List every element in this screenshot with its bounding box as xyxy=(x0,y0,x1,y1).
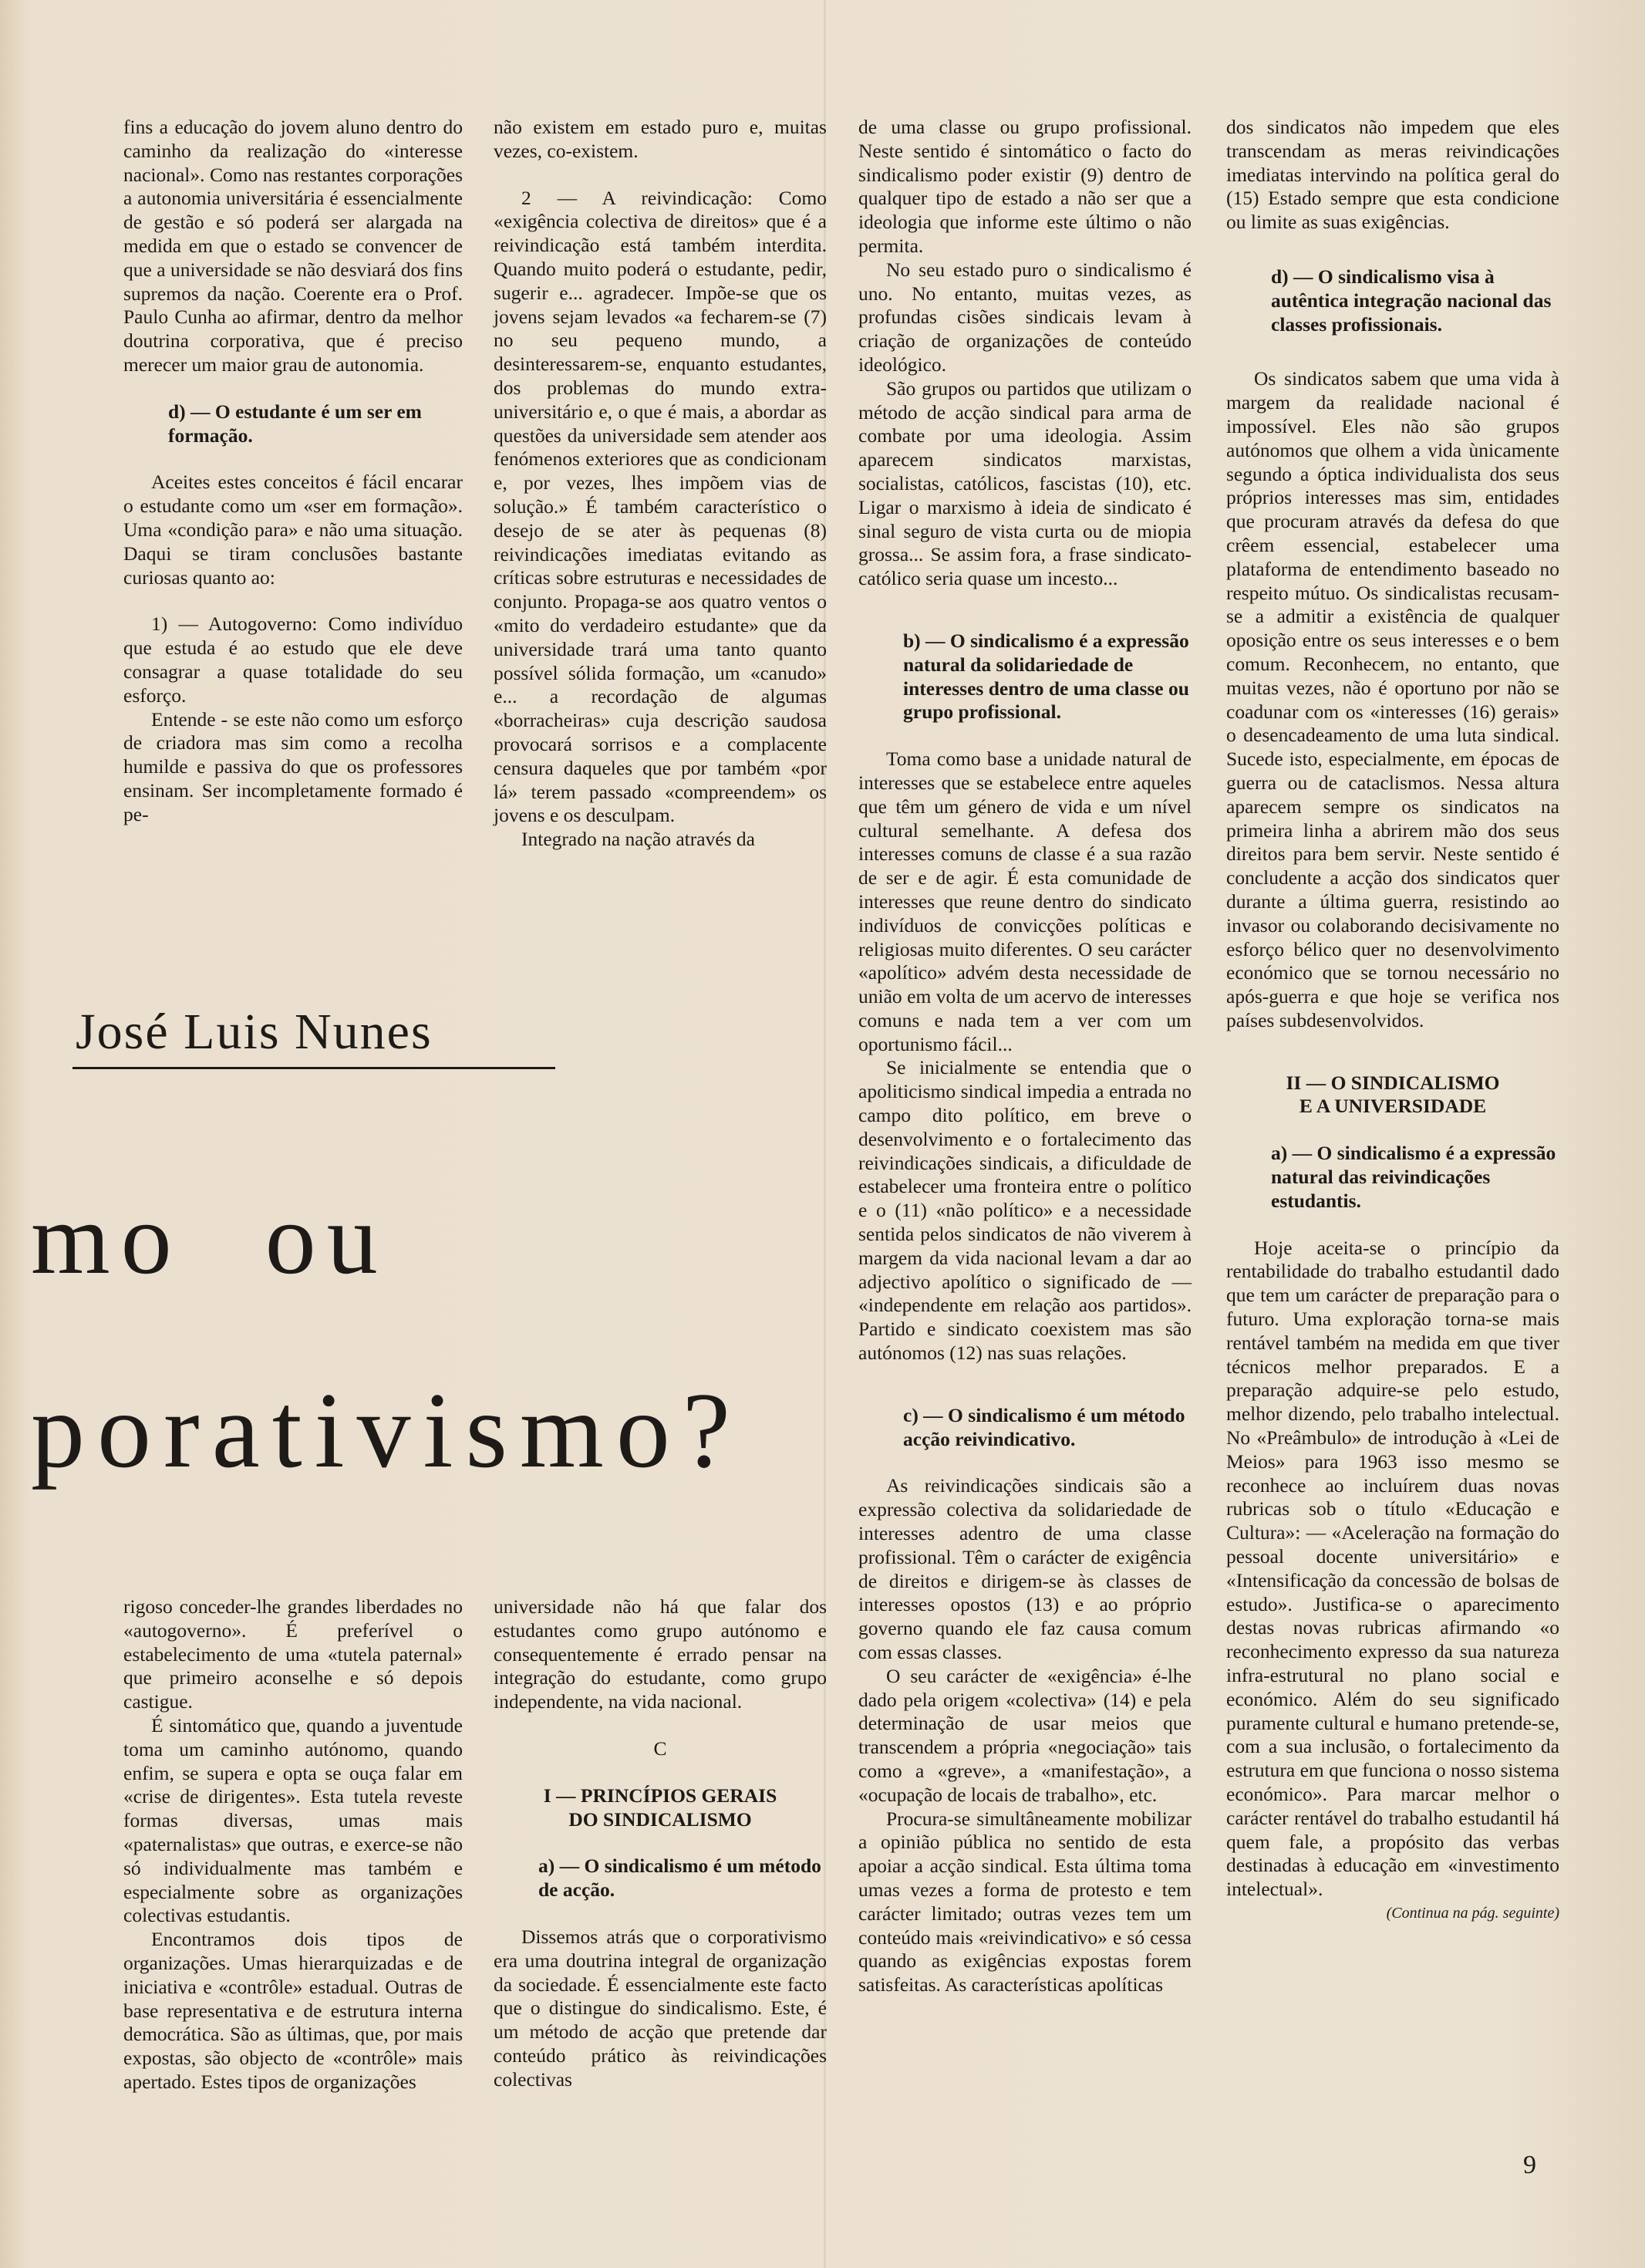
paragraph: dos sindicatos não impedem que eles transcendam as meras reivindicações imediatas intervindo na política geral do (15) Estado sempre que esta condicione ou limite as suas exigências. xyxy=(1226,116,1559,234)
section-heading: c) — O sindicalismo é um método acção reivindicativo. xyxy=(903,1403,1185,1450)
section-heading: DO SINDICALISMO xyxy=(568,1807,752,1831)
column-4 xyxy=(1226,116,1559,1925)
section-heading: II — O SINDICALISMO xyxy=(1286,1071,1500,1094)
page-number: 9 xyxy=(1523,2151,1536,2179)
paragraph: fins a educação do jovem aluno dentro do caminho da realização do «interesse nacional». Como nas restantes corporações a autonomia universitária é essencialmente de gestão e só poderá ser alargada na medida em que o estado se convencer de que a universidade se não desviará dos fins supremos da nação. Coerente era o Prof. Paulo Cunha ao afirmar, dentro da melhor doutrina corporativa, que é preciso merecer um maior grau de autonomia. xyxy=(123,116,463,376)
section-letter: C xyxy=(653,1736,667,1760)
paragraph: As reivindicações sindicais são a expressão colectiva da solidariedade de interesses adentro de uma classe profissional. Têm o carácter de exigência de direitos e dirigem-se às classes de interesses opostos (13) e ao próprio governo quando ele faz causa comum com essas classes. xyxy=(858,1474,1192,1664)
paragraph: Toma como base a unidade natural de interesses que se estabelece entre aqueles que têm um género de vida e um nível cultural semelhante. A defesa dos interesses comuns de classe é a sua razão de ser e de agir. É esta comunidade de interesses que reune dentro do sindicato indivíduos de convicções políticas e religiosas muito diferentes. O seu carácter «apolítico» advém desta necessidade de união em volta de um acervo de interesses comuns e nada tem a ver com um oportunismo fácil... xyxy=(858,748,1192,1055)
column-3 xyxy=(858,116,1192,1997)
column-2-bottom xyxy=(494,1595,827,2092)
paragraph: É sintomático que, quando a juventude toma um caminho autónomo, quando enfim, se supera e opta se ouça falar em «crise de dirigentes». Esta tutela reveste formas diversas, umas mais «paternalistas» que outras, e exerce-se não só individualmente mas também e especialmente sobre as organizações colectivas estudantis. xyxy=(123,1713,463,1927)
section-heading: d) — O estudante é um ser em formação. xyxy=(168,400,422,447)
paragraph: O seu carácter de «exigência» é-lhe dado pela origem «colectiva» (14) e pela determinação de usar meios que transcendem a própria «negociação» tais como a «greve», a «manifestação», a «ocupação de locais de trabalho», etc. xyxy=(858,1664,1192,1806)
column-1-top xyxy=(123,116,463,827)
section-heading: a) — O sindicalismo é um método de acção. xyxy=(538,1855,821,1902)
paragraph: rigoso conceder-lhe grandes liberdades no «autogoverno». É preferível o estabelecimento de uma «tutela paternal» que primeiro aconselhe e só depois castigue. xyxy=(123,1595,463,1713)
title-line-1: mo ou xyxy=(31,1182,389,1295)
paragraph: Dissemos atrás que o corporativismo era uma doutrina integral de organização da sociedade. É essencialmente este facto que o distingue do sindicalismo. Este, é um método de acção que pretende dar conteúdo prático às reivindicações colectivas xyxy=(494,1925,827,2091)
paragraph: Integrado na nação através da xyxy=(521,828,755,851)
paragraph: Procura-se simultâneamente mobilizar a opinião pública no sentido de esta apoiar a acção sindical. Esta última toma umas vezes a forma de protesto e tem carácter limitado; outras vezes tem um conteúdo mais «reivindicativo» e só cessa quando as exigências expostas forem satisfeitas. As características apolíticas xyxy=(858,1807,1192,1996)
paragraph: Aceites estes conceitos é fácil encarar o estudante como um «ser em formação». Uma «condição para» e não uma situação. Daqui se tiram conclusões bastante curiosas quanto ao: xyxy=(123,471,463,589)
column-1-bottom xyxy=(123,1595,463,2094)
paragraph: Entende - se este não como um esforço de criadora mas sim como a recolha humilde e passiva do que os professores ensinam. Ser incompletamente formado é pe- xyxy=(123,707,463,825)
section-heading: E A UNIVERSIDADE xyxy=(1299,1095,1487,1118)
paragraph: No seu estado puro o sindicalismo é uno. No entanto, muitas vezes, as profundas cisões sindicais levam à criação de organizações de conteúdo ideológico. xyxy=(858,258,1192,376)
paragraph: 1) — Autogoverno: Como indivíduo que estuda é ao estudo que ele deve consagrar a quase totalidade do seu esforço. xyxy=(123,613,463,707)
section-heading: b) — O sindicalismo é a expressão natural da solidariedade de interesses dentro de uma classe ou grupo profissional. xyxy=(903,629,1189,724)
paragraph: Hoje aceita-se o princípio da rentabilidade do trabalho estudantil dado que tem um carácter de preparação para o futuro. Uma exploração torna-se mais rentável também na medida em que tiver técnicos melhor preparados. E a preparação adquire-se pelo estudo, melhor dizendo, pelo trabalho intelectual. No «Preâmbulo» de introdução à «Lei de Meios» para 1963 isso mesmo se reconhece ao incluírem duas novas rubricas sob o título «Educação e Cultura»: — «Aceleração na formação do pessoal docente universitário» e «Intensificação da concessão de bolsas de estudo». Justifica-se o aparecimento destas novas rubricas afirmando «o reconhecimento expresso da sua natureza infra-estrutural no plano social e económico. Além do seu significado puramente cultural e humano pretende-se, com a sua inclusão, o fortalecimento da estrutura em que funciona o nosso sistema económico». Para marcar melhor o carácter rentável do trabalho estudantil há quem fale, a propósito das verbas destinadas à educação em «investimento intelectual». xyxy=(1226,1236,1559,1901)
paragraph: Se inicialmente se entendia que o apoliticismo sindical impedia a entrada no campo dito político, em breve o desenvolvimento e o fortalecimento das reivindicações sindicais, a dificuldade de estabelecer uma fronteira entre o político e o (11) «não político» e a necessidade sentida pelos sindicatos de não viverem à margem da vida nacional levam a dar ao adjectivo apolítico o significado de — «independente em relação aos partidos». Partido e sindicato coexistem mas são autónomos (12) nas suas relações. xyxy=(858,1056,1192,1365)
paragraph: 2 — A reivindicação: Como «exigência colectiva de direitos» que é a reivindicação está também interdita. Quando muito poderá o estudante, pedir, sugerir e... agradecer. Impõe-se que os jovens sejam levados «a fecharem-se (7) no seu pequeno mundo, a desinteressarem-se, enquanto estudantes, dos problemas do mundo extra-universitário e, o que é mais, a abordar as questões da universidade sem atender aos fenómenos exteriores que as condicionam e, por vezes, lhes impõem vias de solução.» É também característico o desejo de se ater às pequenas (8) reivindicações imediatas evitando as críticas sobre estruturas e necessidades de conjunto. Propaga-se aos quatro ventos o «mito do verdadeiro estudante» que da universidade trará uma tanto quanto possível sólida formação, um «canudo» e... a recordação de algumas «borracheiras» cuja descrição saudosa provocará sorrisos e a complacente censura daqueles que por também «por lá» terem passado «compreendem» os jovens e os desculpam. xyxy=(494,186,827,827)
paragraph: Encontramos dois tipos de organizações. Umas hierarquizadas e de iniciativa e «contrôle» estadual. Outras de base representativa e de estrutura interna democrática. São as últimas, que, por mais expostas, são objecto de «contrôle» mais apertado. Estes tipos de organizações xyxy=(123,1928,463,2093)
continued-note: (Continua na pág. seguinte) xyxy=(1386,1904,1559,1922)
column-2-top xyxy=(494,116,827,852)
author-underline xyxy=(72,1067,555,1069)
section-heading: d) — O sindicalismo visa à autêntica integração nacional das classes profissionais. xyxy=(1271,265,1552,336)
section-heading: I — PRINCÍPIOS GERAIS xyxy=(543,1784,777,1807)
paragraph: universidade não há que falar dos estudantes como grupo autónomo e consequentemente é errado pensar na integração do estudante, como grupo independente, na vida nacional. xyxy=(494,1595,827,1713)
title-line-2: porativismo? xyxy=(31,1371,743,1490)
paragraph: São grupos ou partidos que utilizam o método de acção sindical para arma de combate por uma ideologia. Assim aparecem sindicatos marxistas, socialistas, católicos, fascistas (10), etc. Ligar o marxismo à ideia de sindicato é sinal seguro de vista curta ou de miopia grossa... Se assim fora, a frase sindicato-católico seria quase um incesto... xyxy=(858,376,1192,590)
paragraph: de uma classe ou grupo profissional. Neste sentido é sintomático o facto do sindicalismo poder existir (9) dentro de qualquer tipo de estado a não ser que a ideologia que informe este último o não permita. xyxy=(858,116,1192,257)
paragraph: Os sindicatos sabem que uma vida à margem da realidade nacional é impossível. Eles não são grupos autónomos que olhem a vida ùnicamente segundo a óptica individualista dos seus próprios interesses mas sim, entidades que procuram através da defesa do que crêem essencial, estabelecer uma plataforma de entendimento baseado no respeito mútuo. Os sindicalistas recusam-se a admitir a existência de qualquer oposição entre os seus interesses e o bem comum. Reconhecem, no entanto, que muitas vezes, não é oportuno por não se coadunar com os «interesses (16) gerais» o desencadeamento de uma luta sindical. Sucede isto, especialmente, em épocas de guerra ou de cataclismos. Nessa altura aparecem sempre os sindicatos na primeira linha a abrirem mão dos seus direitos para bem servir. Neste sentido é concludente a acção dos sindicatos quer durante a última guerra, resistindo ao invasor ou colaborando decisivamente no esforço bélico quer no desenvolvimento económico que se tornou necessário no após-guerra e que hoje se verifica nos países subdesenvolvidos. xyxy=(1226,367,1559,1031)
author-name: José Luis Nunes xyxy=(76,1004,433,1060)
section-heading: a) — O sindicalismo é a expressão natural das reivindicações estudantis. xyxy=(1271,1142,1556,1212)
paragraph: não existem em estado puro e, muitas vezes, co-existem. xyxy=(494,116,827,162)
